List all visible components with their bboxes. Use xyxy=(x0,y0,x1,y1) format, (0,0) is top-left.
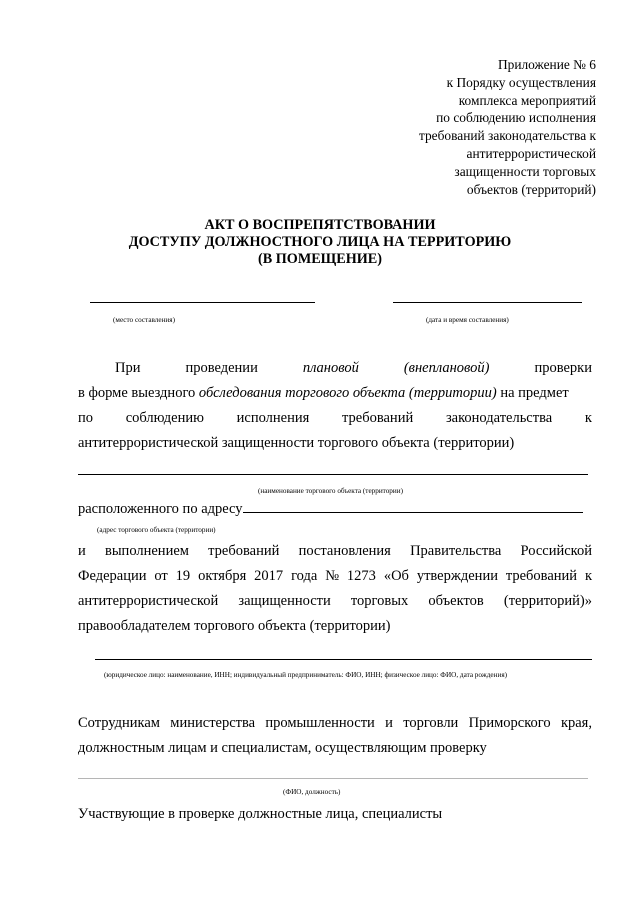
word: торговых xyxy=(350,593,409,609)
paragraph3-line1 xyxy=(78,713,592,733)
word: «Об xyxy=(383,568,409,584)
word: (территорий)» xyxy=(503,593,592,609)
word: постановления xyxy=(298,543,391,559)
owner-field-line[interactable] xyxy=(95,659,592,660)
place-caption: (место составления) xyxy=(113,316,175,324)
word: и xyxy=(78,543,86,559)
word: выполнением xyxy=(104,543,189,559)
word: Приморского xyxy=(468,715,551,731)
title-line: ДОСТУПУ ДОЛЖНОСТНОГО ЛИЦА НА ТЕРРИТОРИЮ xyxy=(128,234,512,250)
appendix-line: комплекса мероприятий xyxy=(458,92,596,108)
word: к xyxy=(584,410,592,426)
date-time-field-line[interactable] xyxy=(393,302,582,303)
appendix-header xyxy=(419,56,596,198)
word: к xyxy=(584,568,592,584)
text-segment: в форме выездного xyxy=(78,385,199,401)
word: При xyxy=(115,360,141,376)
word: 19 xyxy=(175,568,191,584)
address-caption: (адрес торгового объекта (территории) xyxy=(97,526,216,534)
appendix-line: объектов (территорий) xyxy=(466,181,596,197)
fio-field-line[interactable] xyxy=(78,778,588,779)
word: и xyxy=(385,715,393,731)
paragraph2-line2 xyxy=(78,566,592,586)
object-name-field-line[interactable] xyxy=(78,474,588,475)
text-segment-italic: обследования торгового объекта (территории) xyxy=(198,385,497,401)
word: по xyxy=(78,410,94,426)
appendix-line: Приложение № 6 xyxy=(497,57,596,72)
word: торговли xyxy=(403,715,459,731)
paragraph3-line2: должностным лицам и специалистам, осуществляющим проверку xyxy=(78,740,487,756)
word: министерства xyxy=(170,715,256,731)
word: объектов xyxy=(428,593,484,609)
word: соблюдению xyxy=(125,410,204,426)
word: Федерации xyxy=(78,568,147,584)
appendix-line: требований законодательства к xyxy=(418,128,596,144)
word: Правительства xyxy=(410,543,502,559)
title-line: АКТ О ВОСПРЕПЯТСТВОВАНИИ xyxy=(204,217,436,233)
word: года xyxy=(291,568,318,584)
appendix-line: по соблюдению исполнения xyxy=(436,110,596,126)
word: Сотрудникам xyxy=(78,715,160,731)
text-segment: на предмет xyxy=(496,385,569,401)
place-field-line[interactable] xyxy=(90,302,315,303)
word: плановой xyxy=(302,360,359,376)
word: 2017 xyxy=(254,568,284,584)
word: исполнения xyxy=(236,410,310,426)
word: (внеплановой) xyxy=(403,360,490,376)
document-title xyxy=(0,217,640,268)
address-row xyxy=(78,498,583,519)
fio-caption: (ФИО, должность) xyxy=(283,788,341,796)
owner-caption: (юридическое лицо: наименование, ИНН; индивидуальный предприниматель: ФИО, ИНН; физическое лицо: ФИО, дата рождения) xyxy=(104,671,508,679)
paragraph1-line4: антитеррористической защищенности торгового объекта (территории) xyxy=(78,435,515,451)
word: промышленности xyxy=(265,715,375,731)
object-name-caption: (наименование торгового объекта (территории) xyxy=(258,487,403,495)
word: октября xyxy=(198,568,247,584)
word: защищенности xyxy=(238,593,331,609)
paragraph1-line2 xyxy=(78,383,569,403)
word: проведении xyxy=(185,360,258,376)
word: края, xyxy=(560,715,592,731)
title-line: (В ПОМЕЩЕНИЕ) xyxy=(258,251,382,267)
paragraph1-line1 xyxy=(78,358,592,378)
word: Российской xyxy=(520,543,592,559)
address-label: расположенного по адресу xyxy=(78,501,243,517)
word: утверждении xyxy=(416,568,498,584)
word: требований xyxy=(505,568,578,584)
address-field-line[interactable] xyxy=(243,498,583,513)
date-time-caption: (дата и время составления) xyxy=(426,316,509,324)
word: от xyxy=(154,568,168,584)
paragraph2-line3 xyxy=(78,591,592,611)
word: законодательства xyxy=(445,410,553,426)
word: 1273 xyxy=(346,568,376,584)
word: требований xyxy=(342,410,414,426)
appendix-line: к Порядку осуществления xyxy=(446,74,596,90)
word: проверки xyxy=(534,360,592,376)
paragraph1-line3 xyxy=(78,408,592,428)
word: антитеррористической xyxy=(78,593,219,609)
participants-label: Участвующие в проверке должностные лица, специалисты xyxy=(78,806,443,822)
word: № xyxy=(325,568,340,584)
paragraph2-line1 xyxy=(78,541,592,561)
paragraph2-line4: правообладателем торгового объекта (территории) xyxy=(78,618,391,634)
appendix-line: защищенности торговых xyxy=(454,163,596,179)
appendix-line: антитеррористической xyxy=(466,145,596,161)
word: требований xyxy=(208,543,280,559)
